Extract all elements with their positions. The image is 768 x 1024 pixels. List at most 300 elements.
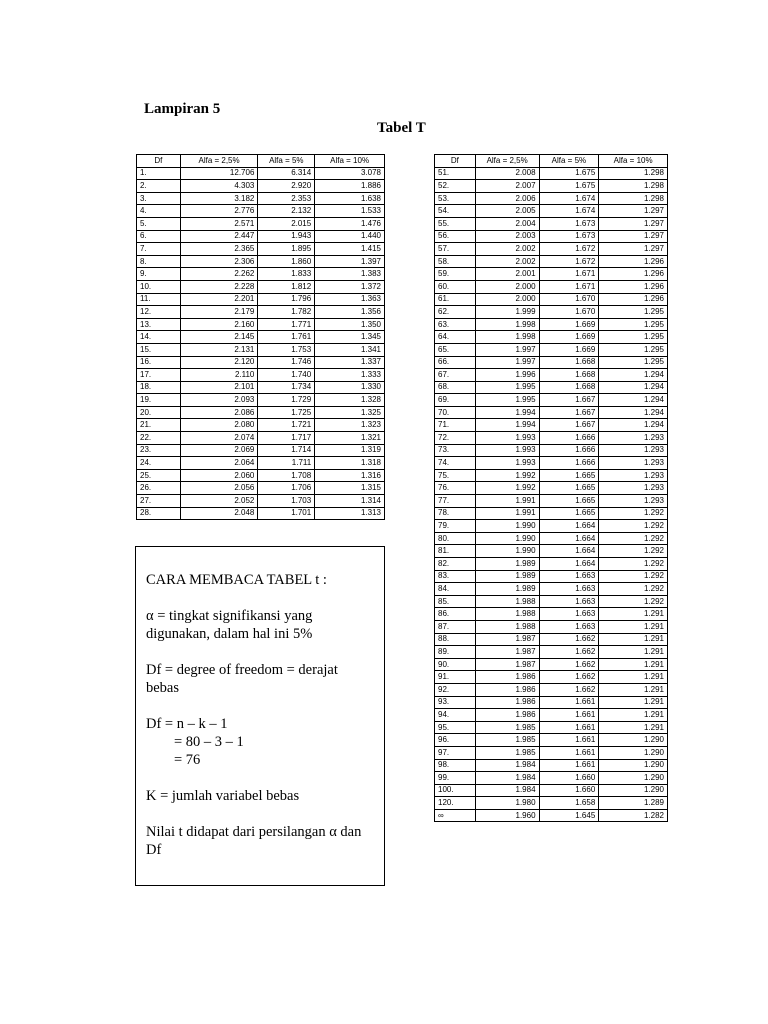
table-row <box>137 432 385 445</box>
value-cell: 2.447 <box>180 230 258 243</box>
value-cell: 1.675 <box>539 167 599 180</box>
value-cell: 1.293 <box>599 432 668 445</box>
column-header: Alfa = 2,5% <box>180 155 258 168</box>
alpha-definition: α = tingkat signifikansi yang <box>146 608 313 624</box>
value-cell: 2.353 <box>258 192 315 205</box>
value-cell: 1.984 <box>475 784 539 797</box>
table-row <box>435 255 668 268</box>
value-cell: 1.989 <box>475 558 539 571</box>
value-cell: 1.989 <box>475 583 539 596</box>
value-cell: 1.292 <box>599 545 668 558</box>
table-row <box>137 280 385 293</box>
value-cell: 1.990 <box>475 520 539 533</box>
value-cell: 1.667 <box>539 406 599 419</box>
value-cell: 1.293 <box>599 457 668 470</box>
alpha-definition-cont: digunakan, dalam hal ini 5% <box>146 626 313 642</box>
value-cell: 1.987 <box>475 646 539 659</box>
df-cell: 95. <box>435 721 476 734</box>
value-cell: 2.060 <box>180 469 258 482</box>
value-cell: 1.960 <box>475 809 539 822</box>
value-cell: 1.895 <box>258 243 315 256</box>
value-cell: 1.711 <box>258 457 315 470</box>
table-row <box>137 318 385 331</box>
table-row <box>435 280 668 293</box>
value-cell: 2.571 <box>180 217 258 230</box>
df-cell: 3. <box>137 192 181 205</box>
df-cell: 67. <box>435 369 476 382</box>
value-cell: 1.292 <box>599 595 668 608</box>
value-cell: 2.056 <box>180 482 258 495</box>
value-cell: 1.669 <box>539 318 599 331</box>
table-row <box>435 570 668 583</box>
value-cell: 1.350 <box>315 318 385 331</box>
table-row <box>435 608 668 621</box>
value-cell: 1.980 <box>475 797 539 810</box>
df-cell: 26. <box>137 482 181 495</box>
value-cell: 1.673 <box>539 230 599 243</box>
value-cell: 2.086 <box>180 406 258 419</box>
df-cell: 15. <box>137 343 181 356</box>
value-cell: 1.293 <box>599 469 668 482</box>
df-cell: 59. <box>435 268 476 281</box>
df-cell: 80. <box>435 532 476 545</box>
df-cell: 61. <box>435 293 476 306</box>
table-row <box>435 394 668 407</box>
value-cell: 1.674 <box>539 192 599 205</box>
value-cell: 1.675 <box>539 180 599 193</box>
value-cell: 1.292 <box>599 583 668 596</box>
value-cell: 1.294 <box>599 381 668 394</box>
value-cell: 1.993 <box>475 444 539 457</box>
value-cell: 2.228 <box>180 280 258 293</box>
table-row <box>435 217 668 230</box>
value-cell: 1.997 <box>475 356 539 369</box>
value-cell: 1.291 <box>599 633 668 646</box>
value-cell: 1.993 <box>475 432 539 445</box>
df-cell: 81. <box>435 545 476 558</box>
table-row <box>137 406 385 419</box>
value-cell: 2.160 <box>180 318 258 331</box>
value-cell: 6.314 <box>258 167 315 180</box>
value-cell: 1.668 <box>539 369 599 382</box>
df-cell: 60. <box>435 280 476 293</box>
value-cell: 1.986 <box>475 683 539 696</box>
df-cell: 1. <box>137 167 181 180</box>
df-cell: 53. <box>435 192 476 205</box>
table-row <box>137 419 385 432</box>
table-row <box>435 507 668 520</box>
value-cell: 1.673 <box>539 217 599 230</box>
table-row <box>137 180 385 193</box>
column-header: Df <box>435 155 476 168</box>
value-cell: 1.297 <box>599 230 668 243</box>
value-cell: 1.291 <box>599 608 668 621</box>
value-cell: 1.291 <box>599 646 668 659</box>
value-cell: 1.296 <box>599 280 668 293</box>
table-row <box>435 772 668 785</box>
table-row <box>137 205 385 218</box>
value-cell: 1.674 <box>539 205 599 218</box>
value-cell: 2.003 <box>475 230 539 243</box>
value-cell: 1.663 <box>539 583 599 596</box>
df-definition: Df = degree of freedom = derajat <box>146 662 338 678</box>
df-cell: 22. <box>137 432 181 445</box>
df-cell: 20. <box>137 406 181 419</box>
value-cell: 2.064 <box>180 457 258 470</box>
value-cell: 1.667 <box>539 419 599 432</box>
df-formula-step: = 80 – 3 – 1 <box>174 734 244 750</box>
value-cell: 1.991 <box>475 495 539 508</box>
value-cell: 1.985 <box>475 721 539 734</box>
value-cell: 1.325 <box>315 406 385 419</box>
value-cell: 1.701 <box>258 507 315 520</box>
table-row <box>435 734 668 747</box>
table-row <box>435 457 668 470</box>
value-cell: 1.292 <box>599 532 668 545</box>
df-cell: 78. <box>435 507 476 520</box>
value-cell: 1.990 <box>475 545 539 558</box>
value-cell: 1.290 <box>599 746 668 759</box>
df-cell: 28. <box>137 507 181 520</box>
value-cell: 12.706 <box>180 167 258 180</box>
value-cell: 1.295 <box>599 331 668 344</box>
df-cell: 62. <box>435 306 476 319</box>
value-cell: 1.291 <box>599 696 668 709</box>
value-cell: 2.776 <box>180 205 258 218</box>
df-cell: 68. <box>435 381 476 394</box>
value-cell: 1.664 <box>539 545 599 558</box>
table-row <box>137 268 385 281</box>
value-cell: 1.943 <box>258 230 315 243</box>
value-cell: 1.886 <box>315 180 385 193</box>
value-cell: 1.986 <box>475 671 539 684</box>
df-cell: 54. <box>435 205 476 218</box>
value-cell: 1.860 <box>258 255 315 268</box>
table-header-row <box>137 155 385 168</box>
table-row <box>435 495 668 508</box>
value-cell: 1.294 <box>599 369 668 382</box>
value-cell: 1.292 <box>599 507 668 520</box>
table-row <box>137 293 385 306</box>
df-cell: ∞ <box>435 809 476 822</box>
page-title: Tabel T <box>377 120 426 136</box>
table-row <box>435 583 668 596</box>
reading-instruction-cont: Df <box>146 842 162 858</box>
value-cell: 1.668 <box>539 356 599 369</box>
value-cell: 1.998 <box>475 318 539 331</box>
value-cell: 1.294 <box>599 406 668 419</box>
value-cell: 1.661 <box>539 759 599 772</box>
value-cell: 1.290 <box>599 759 668 772</box>
value-cell: 1.668 <box>539 381 599 394</box>
table-row <box>435 482 668 495</box>
df-cell: 56. <box>435 230 476 243</box>
df-cell: 7. <box>137 243 181 256</box>
df-cell: 55. <box>435 217 476 230</box>
value-cell: 2.145 <box>180 331 258 344</box>
table-row <box>137 331 385 344</box>
reading-guide-box <box>135 546 385 886</box>
value-cell: 1.670 <box>539 293 599 306</box>
df-cell: 57. <box>435 243 476 256</box>
value-cell: 2.005 <box>475 205 539 218</box>
value-cell: 1.703 <box>258 495 315 508</box>
value-cell: 1.282 <box>599 809 668 822</box>
value-cell: 1.753 <box>258 343 315 356</box>
df-cell: 66. <box>435 356 476 369</box>
value-cell: 1.440 <box>315 230 385 243</box>
value-cell: 1.666 <box>539 444 599 457</box>
value-cell: 1.289 <box>599 797 668 810</box>
value-cell: 1.294 <box>599 419 668 432</box>
value-cell: 1.290 <box>599 734 668 747</box>
value-cell: 1.645 <box>539 809 599 822</box>
value-cell: 1.291 <box>599 620 668 633</box>
value-cell: 1.663 <box>539 570 599 583</box>
df-cell: 120. <box>435 797 476 810</box>
df-cell: 65. <box>435 343 476 356</box>
value-cell: 2.000 <box>475 280 539 293</box>
value-cell: 1.662 <box>539 683 599 696</box>
value-cell: 1.663 <box>539 595 599 608</box>
value-cell: 1.729 <box>258 394 315 407</box>
value-cell: 2.008 <box>475 167 539 180</box>
value-cell: 1.296 <box>599 293 668 306</box>
table-row <box>137 243 385 256</box>
df-cell: 74. <box>435 457 476 470</box>
value-cell: 2.002 <box>475 243 539 256</box>
table-row <box>137 230 385 243</box>
table-row <box>137 255 385 268</box>
reading-instruction: Nilai t didapat dari persilangan α dan <box>146 824 362 840</box>
value-cell: 1.994 <box>475 406 539 419</box>
table-row <box>435 419 668 432</box>
value-cell: 1.293 <box>599 444 668 457</box>
value-cell: 1.356 <box>315 306 385 319</box>
value-cell: 1.663 <box>539 608 599 621</box>
value-cell: 1.990 <box>475 532 539 545</box>
df-cell: 91. <box>435 671 476 684</box>
table-row <box>435 696 668 709</box>
value-cell: 2.179 <box>180 306 258 319</box>
value-cell: 1.662 <box>539 633 599 646</box>
value-cell: 1.476 <box>315 217 385 230</box>
value-cell: 1.291 <box>599 709 668 722</box>
table-row <box>137 482 385 495</box>
value-cell: 1.660 <box>539 784 599 797</box>
df-cell: 100. <box>435 784 476 797</box>
value-cell: 2.048 <box>180 507 258 520</box>
value-cell: 1.319 <box>315 444 385 457</box>
value-cell: 1.292 <box>599 558 668 571</box>
value-cell: 1.341 <box>315 343 385 356</box>
value-cell: 1.291 <box>599 671 668 684</box>
value-cell: 1.672 <box>539 255 599 268</box>
value-cell: 1.721 <box>258 419 315 432</box>
value-cell: 1.297 <box>599 243 668 256</box>
table-row <box>435 620 668 633</box>
table-row <box>435 759 668 772</box>
table-row <box>435 721 668 734</box>
value-cell: 1.292 <box>599 570 668 583</box>
value-cell: 1.771 <box>258 318 315 331</box>
table-header-row <box>435 155 668 168</box>
value-cell: 3.182 <box>180 192 258 205</box>
value-cell: 1.296 <box>599 255 668 268</box>
value-cell: 1.337 <box>315 356 385 369</box>
value-cell: 2.101 <box>180 381 258 394</box>
table-row <box>435 192 668 205</box>
column-header: Alfa = 2,5% <box>475 155 539 168</box>
df-cell: 84. <box>435 583 476 596</box>
column-header: Alfa = 5% <box>258 155 315 168</box>
value-cell: 2.015 <box>258 217 315 230</box>
df-cell: 75. <box>435 469 476 482</box>
value-cell: 2.093 <box>180 394 258 407</box>
value-cell: 1.995 <box>475 381 539 394</box>
df-cell: 83. <box>435 570 476 583</box>
value-cell: 2.001 <box>475 268 539 281</box>
table-row <box>435 595 668 608</box>
value-cell: 1.987 <box>475 633 539 646</box>
value-cell: 1.372 <box>315 280 385 293</box>
table-row <box>435 268 668 281</box>
value-cell: 1.318 <box>315 457 385 470</box>
value-cell: 1.671 <box>539 268 599 281</box>
value-cell: 1.662 <box>539 658 599 671</box>
table-row <box>435 646 668 659</box>
value-cell: 1.328 <box>315 394 385 407</box>
column-header: Df <box>137 155 181 168</box>
value-cell: 2.004 <box>475 217 539 230</box>
k-definition: K = jumlah variabel bebas <box>146 788 300 804</box>
value-cell: 1.664 <box>539 558 599 571</box>
value-cell: 1.314 <box>315 495 385 508</box>
value-cell: 1.293 <box>599 482 668 495</box>
value-cell: 1.985 <box>475 746 539 759</box>
table-row <box>137 469 385 482</box>
value-cell: 1.297 <box>599 217 668 230</box>
value-cell: 4.303 <box>180 180 258 193</box>
value-cell: 1.706 <box>258 482 315 495</box>
value-cell: 1.988 <box>475 595 539 608</box>
table-row <box>435 369 668 382</box>
table-row <box>137 167 385 180</box>
table-row <box>435 406 668 419</box>
value-cell: 1.291 <box>599 683 668 696</box>
value-cell: 1.746 <box>258 356 315 369</box>
value-cell: 1.665 <box>539 507 599 520</box>
value-cell: 1.661 <box>539 709 599 722</box>
table-row <box>137 495 385 508</box>
table-row <box>435 671 668 684</box>
value-cell: 1.989 <box>475 570 539 583</box>
value-cell: 1.292 <box>599 520 668 533</box>
df-cell: 27. <box>137 495 181 508</box>
table-row <box>137 394 385 407</box>
df-cell: 21. <box>137 419 181 432</box>
df-cell: 72. <box>435 432 476 445</box>
value-cell: 2.131 <box>180 343 258 356</box>
df-cell: 89. <box>435 646 476 659</box>
value-cell: 1.295 <box>599 306 668 319</box>
value-cell: 1.660 <box>539 772 599 785</box>
value-cell: 1.298 <box>599 180 668 193</box>
value-cell: 1.833 <box>258 268 315 281</box>
value-cell: 2.306 <box>180 255 258 268</box>
value-cell: 1.363 <box>315 293 385 306</box>
df-cell: 14. <box>137 331 181 344</box>
df-cell: 71. <box>435 419 476 432</box>
df-cell: 16. <box>137 356 181 369</box>
value-cell: 2.132 <box>258 205 315 218</box>
value-cell: 1.665 <box>539 482 599 495</box>
value-cell: 1.992 <box>475 469 539 482</box>
value-cell: 2.110 <box>180 369 258 382</box>
df-cell: 77. <box>435 495 476 508</box>
value-cell: 1.812 <box>258 280 315 293</box>
df-cell: 17. <box>137 369 181 382</box>
value-cell: 1.984 <box>475 759 539 772</box>
table-row <box>435 797 668 810</box>
value-cell: 1.988 <box>475 608 539 621</box>
df-cell: 9. <box>137 268 181 281</box>
df-cell: 88. <box>435 633 476 646</box>
value-cell: 1.295 <box>599 318 668 331</box>
value-cell: 2.262 <box>180 268 258 281</box>
value-cell: 1.663 <box>539 620 599 633</box>
table-row <box>137 444 385 457</box>
df-cell: 73. <box>435 444 476 457</box>
df-cell: 8. <box>137 255 181 268</box>
value-cell: 1.533 <box>315 205 385 218</box>
df-cell: 5. <box>137 217 181 230</box>
value-cell: 1.330 <box>315 381 385 394</box>
value-cell: 1.291 <box>599 721 668 734</box>
value-cell: 1.295 <box>599 343 668 356</box>
value-cell: 1.669 <box>539 343 599 356</box>
value-cell: 1.664 <box>539 532 599 545</box>
value-cell: 1.293 <box>599 495 668 508</box>
column-header: Alfa = 10% <box>599 155 668 168</box>
value-cell: 1.295 <box>599 356 668 369</box>
value-cell: 1.298 <box>599 192 668 205</box>
df-cell: 96. <box>435 734 476 747</box>
value-cell: 1.996 <box>475 369 539 382</box>
value-cell: 1.661 <box>539 696 599 709</box>
value-cell: 1.987 <box>475 658 539 671</box>
value-cell: 1.662 <box>539 646 599 659</box>
value-cell: 2.007 <box>475 180 539 193</box>
value-cell: 1.333 <box>315 369 385 382</box>
table-row <box>137 192 385 205</box>
value-cell: 1.290 <box>599 772 668 785</box>
value-cell: 1.986 <box>475 709 539 722</box>
df-cell: 12. <box>137 306 181 319</box>
value-cell: 2.052 <box>180 495 258 508</box>
df-cell: 4. <box>137 205 181 218</box>
value-cell: 2.365 <box>180 243 258 256</box>
value-cell: 1.995 <box>475 394 539 407</box>
value-cell: 1.638 <box>315 192 385 205</box>
appendix-label: Lampiran 5 <box>144 101 221 117</box>
table-row <box>435 167 668 180</box>
table-row <box>435 683 668 696</box>
df-cell: 24. <box>137 457 181 470</box>
table-row <box>137 381 385 394</box>
df-cell: 58. <box>435 255 476 268</box>
df-cell: 23. <box>137 444 181 457</box>
